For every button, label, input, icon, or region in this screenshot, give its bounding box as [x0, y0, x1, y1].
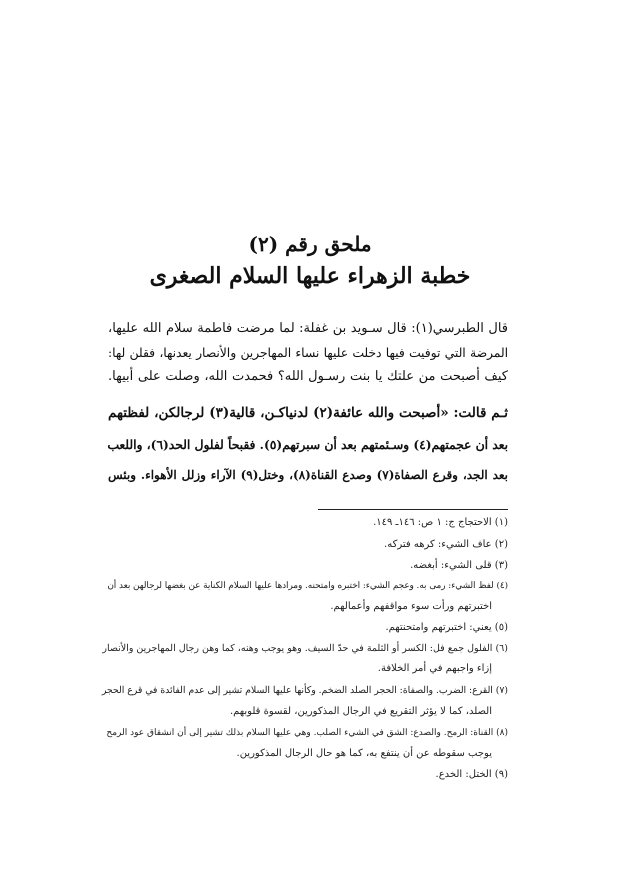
footnote: (١) الاحتجاج ج: ١ ص: ١٤٦ـ ١٤٩. — [373, 517, 508, 528]
footnote: (٩) الختل: الخدع. — [435, 769, 508, 780]
footnote: (٨) القناة: الرمح. والصدع: الشق في الشيء الصلب. وهي عليها السلام بذلك تشير إلى أن انشقاق عود الرمح — [106, 728, 508, 738]
footnote: (٦) الفلول جمع فل: الكسر أو الثلمة في حدّ السيف. وهو يوجب وهنه، كما وهن رجال المهاجرين والأنصار — [102, 643, 508, 654]
body-line: المرضة التي توفيت فيها دخلت عليها نساء المهاجرين والأنصار يعدنها، فقلن لها: — [108, 346, 508, 360]
footnote: (٥) يعني: اختبرتهم وامتحنتهم. — [385, 622, 508, 633]
footnote: (٢) عاف الشيء: كرهه فتركه. — [384, 539, 508, 550]
footnote-continuation: يوجب سقوطه عن أن ينتفع به، كما هو حال الرجال المذكورين. — [236, 748, 492, 759]
body-line: قال الطبرسي(١): قال سـويد بن غفلة: لما مرضت فاطمة سلام الله عليها، — [108, 321, 509, 336]
footnote-separator — [318, 509, 508, 510]
sermon-title: خطبة الزهراء عليها السلام الصغرى — [149, 263, 471, 289]
body-line: ثـم قالت: «أصبحت والله عائفة(٢) لدنياكـن، قالية(٣) لرجالكن، لفظتهم — [108, 405, 508, 421]
footnote: (٤) لفظ الشيء: رمى به. وعجم الشيء: اختبره وامتحنه. ومرادها عليها السلام الكناية عن بغضها لرجالهن بعد أن — [107, 581, 508, 591]
footnote: (٣) قلى الشيء: أبغضه. — [410, 560, 508, 571]
footnote: (٧) القرع: الضرب. والصفاة: الحجر الصلد الضخم. وكأنها عليها السلام تشير إلى عدم الفائدة في قرع الحجر — [101, 685, 508, 696]
footnote-continuation: اختبرتهم ورأت سوء مواقفهم وأعمالهم. — [330, 601, 492, 612]
body-line: كيف أصبحت من علتك يا بنت رسـول الله؟ فحمدت الله، وصلت على أبيها. — [108, 369, 508, 384]
footnote-continuation: إزاء واجبهم في أمر الخلافة. — [377, 663, 492, 674]
body-line: بعد أن عجمتهم(٤) وسـئمتهم بعد أن سبرتهم(٥). فقبحاً لفلول الحد(٦)، واللعب — [107, 437, 508, 452]
footnote-continuation: الصلد، كما لا يؤثر التقريع في الرجال المذكورين، لقسوة قلوبهم. — [229, 706, 492, 717]
appendix-title: ملحق رقم (٢) — [248, 232, 372, 256]
body-line: بعد الجد، وقرع الصفاة(٧) وصدع القناة(٨)، وختل(٩) الآراء وزلل الأهواء. وبئس — [108, 468, 509, 482]
